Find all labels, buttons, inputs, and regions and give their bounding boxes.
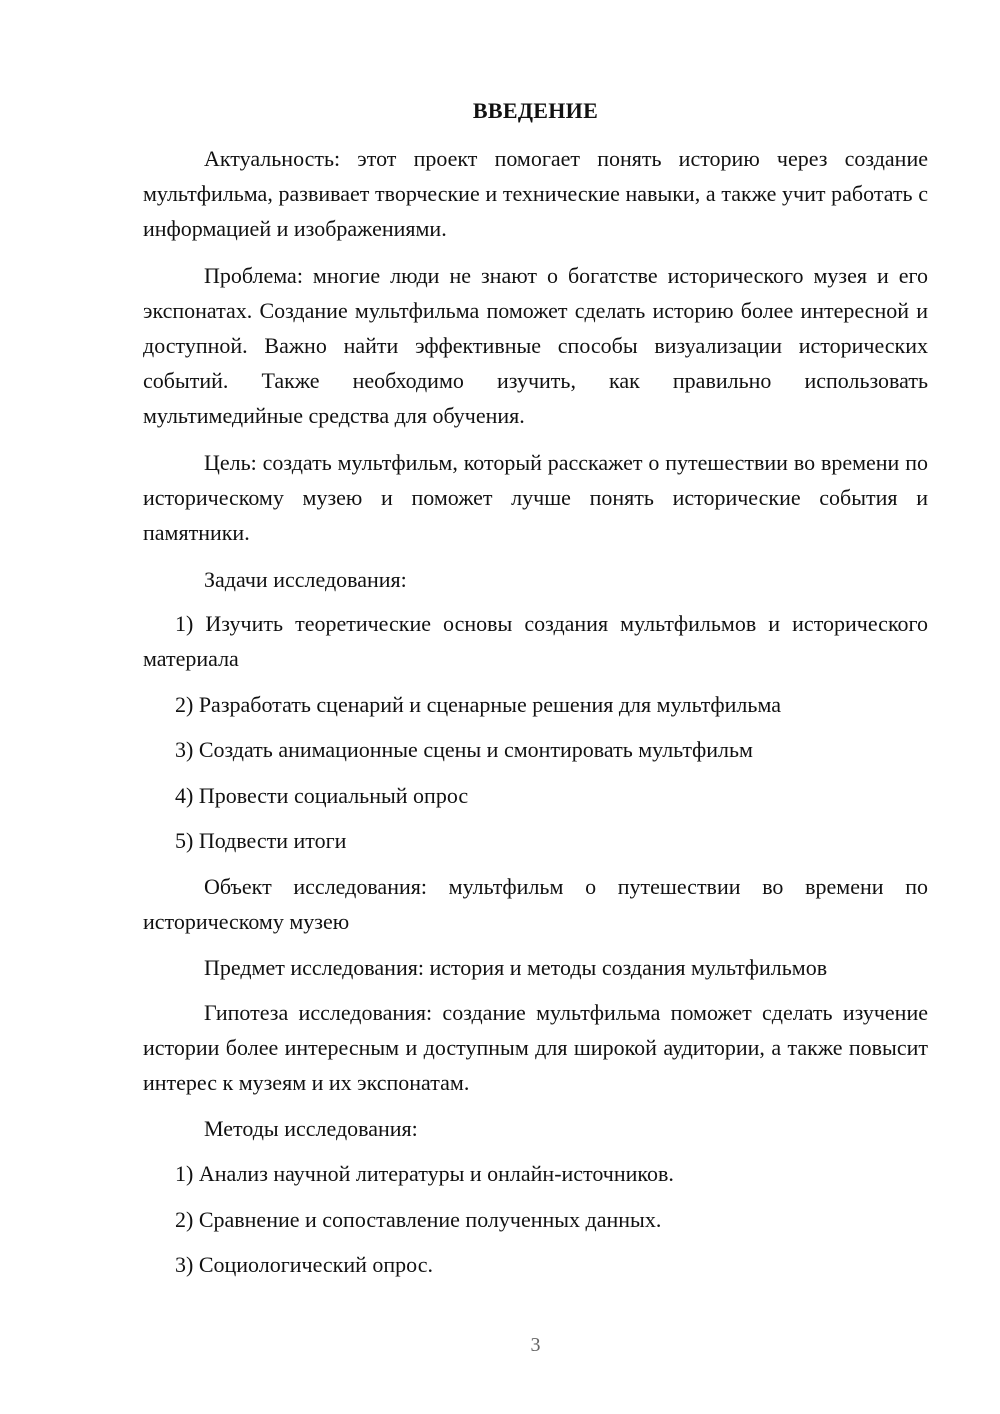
paragraph-subject: Предмет исследования: история и методы создания мультфильмов	[204, 955, 828, 980]
method-item: 3) Социологический опрос.	[175, 1252, 433, 1277]
page-number: 3	[530, 1334, 541, 1356]
paragraph-problem: Проблема: многие люди не знают о богатстве исторического музея и его экспонатах. Создание мультфильма поможет сделать историю более интересной и доступной. Важно найти эффективные способы визуализации исторических событий. Также необходимо изучить, как правильно использовать мультимедийные средства для обучения.	[143, 263, 928, 428]
tasks-heading: Задачи исследования:	[204, 567, 407, 592]
paragraph-actuality: Актуальность: этот проект помогает понять историю через создание мультфильма, развивает творческие и технические навыки, а также учит работать с информацией и изображениями.	[143, 146, 928, 241]
paragraph-goal: Цель: создать мультфильм, который расскажет о путешествии во времени по историческому музею и поможет лучше понять исторические события и памятники.	[143, 450, 928, 545]
paragraph-object: Объект исследования: мультфильм о путешествии во времени по историческому музею	[143, 874, 928, 934]
task-item: 4) Провести социальный опрос	[175, 783, 469, 808]
task-item: 5) Подвести итоги	[175, 828, 347, 853]
task-item: 2) Разработать сценарий и сценарные решения для мультфильма	[175, 692, 781, 717]
document-page	[143, 0, 928, 1414]
method-item: 2) Сравнение и сопоставление полученных данных.	[175, 1207, 662, 1232]
section-title: ВВЕДЕНИЕ	[472, 98, 599, 123]
task-item: 1) Изучить теоретические основы создания мультфильмов и исторического материала	[143, 611, 928, 671]
task-item: 3) Создать анимационные сцены и смонтировать мультфильм	[175, 737, 753, 762]
paragraph-hypothesis: Гипотеза исследования: создание мультфильма поможет сделать изучение истории более интересным и доступным для широкой аудитории, а также повысит интерес к музеям и их экспонатам.	[143, 1000, 928, 1095]
methods-heading: Методы исследования:	[204, 1116, 418, 1141]
method-item: 1) Анализ научной литературы и онлайн-источников.	[175, 1161, 674, 1186]
